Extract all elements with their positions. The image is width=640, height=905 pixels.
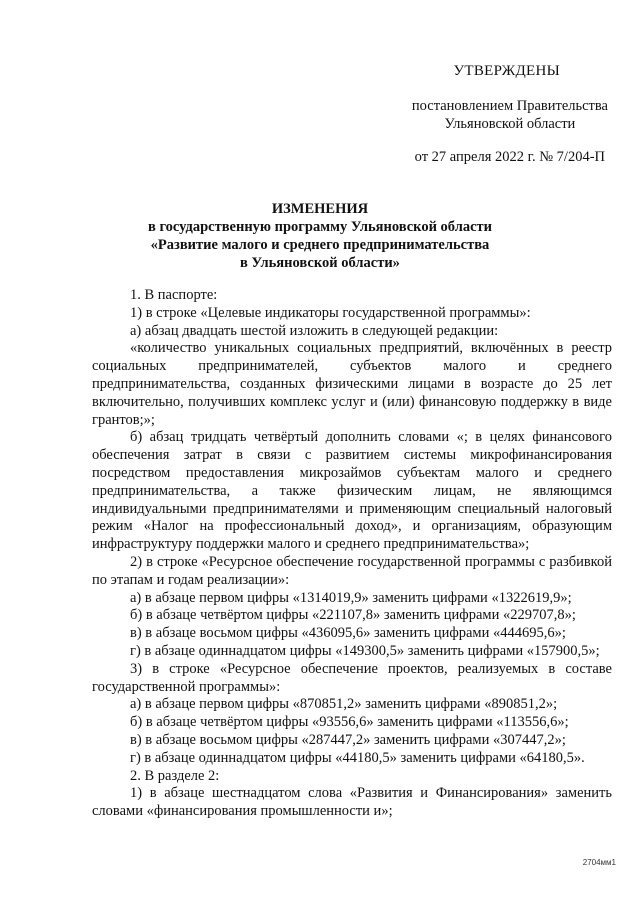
paragraph: «количество уникальных социальных предприятий, включённых в реестр социальных предпринимателей, субъектов малого и среднего предпринимательства, созданных физическими лицами в возрасте до 25 лет включительно, получивших комплекс услуг и (или) финансовую поддержку в виде грантов;»; [92, 340, 612, 428]
paragraph: 3) в строке «Ресурсное обеспечение проектов, реализуемых в составе государственной программы»: [92, 660, 612, 695]
paragraph: в) в абзаце восьмом цифры «436095,6» заменить цифрами «444695,6»; [130, 625, 566, 642]
paragraph: 1) в строке «Целевые индикаторы государственной программы»: [130, 304, 531, 321]
paragraph: г) в абзаце одиннадцатом цифры «44180,5» заменить цифрами «64180,5». [130, 749, 585, 766]
title-line: «Развитие малого и среднего предпринимательства [150, 237, 490, 253]
decree-date: от 27 апреля 2022 г. № 7/204-П [414, 149, 605, 165]
paragraph: 2. В разделе 2: [130, 767, 220, 784]
paragraph: а) в абзаце первом цифры «870851,2» заменить цифрами «890851,2»; [130, 696, 558, 713]
paragraph: б) абзац тридцать четвёртый дополнить словами «; в целях финансового обеспечения затрат в связи с развитием системы микрофинансирования посредством предоставления микрозаймов субъектам малого и среднего предпринимательства, а также физическим лицам, не являющимся индивидуальными предпринимателями и применяющим специальный налоговый режим «Налог на профессиональный доход», и организациям, образующим инфраструктуру поддержки малого и среднего предпринимательства»; [92, 429, 612, 553]
decree-line: постановлением Правительства [411, 98, 608, 114]
paragraph: 1. В паспорте: [130, 287, 218, 303]
paragraph: а) абзац двадцать шестой изложить в следующей редакции: [130, 322, 499, 339]
paragraph: б) в абзаце четвёртом цифры «221107,8» заменить цифрами «229707,8»; [130, 607, 576, 624]
paragraph: 2) в строке «Ресурсное обеспечение государственной программы с разбивкой по этапам и годам реализации»: [92, 553, 612, 588]
paragraph: б) в абзаце четвёртом цифры «93556,6» заменить цифрами «113556,6»; [130, 714, 569, 731]
paragraph: в) в абзаце восьмом цифры «287447,2» заменить цифрами «307447,2»; [130, 731, 566, 748]
paragraph: 1) в абзаце шестнадцатом слова «Развития и Финансирования» заменить словами «финансирования промышленности и»; [92, 785, 612, 820]
title-line: ИЗМЕНЕНИЯ [271, 201, 369, 217]
decree-block [412, 97, 608, 133]
document-title [90, 200, 550, 272]
title-line: в Ульяновской области» [240, 255, 400, 271]
paragraph: г) в абзаце одиннадцатом цифры «149300,5» заменить цифрами «157900,5»; [130, 642, 600, 659]
approval-heading: УТВЕРЖДЕНЫ [453, 63, 560, 79]
decree-line: Ульяновской области [444, 116, 576, 132]
document-code: 2704мм1 [582, 858, 616, 867]
document-body [92, 287, 612, 821]
paragraph: а) в абзаце первом цифры «1314019,9» заменить цифрами «1322619,9»; [130, 589, 572, 606]
title-line: в государственную программу Ульяновской области [147, 219, 492, 235]
